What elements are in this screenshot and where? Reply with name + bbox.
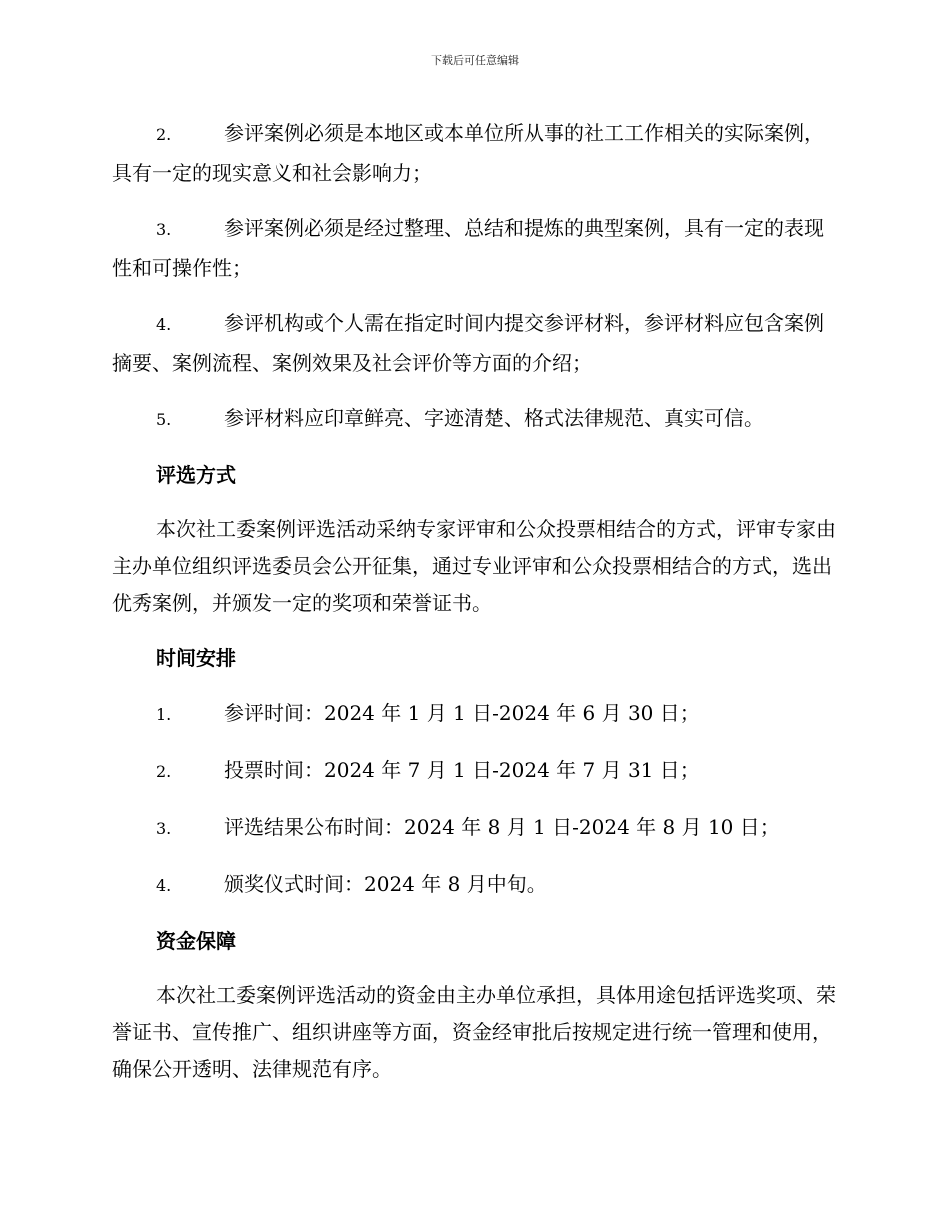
list-item <box>112 808 838 848</box>
list-number: 4. <box>156 876 172 895</box>
section-heading-funding: 资金保障 <box>156 929 236 953</box>
list-item <box>112 304 838 382</box>
list-text: 评选结果公布时间：2024 年 8 月 1 日-2024 年 8 月 10 日； <box>224 815 780 839</box>
list-number: 5. <box>156 410 172 429</box>
list-text: 参评材料应印章鲜亮、字迹清楚、格式法律规范、真实可信。 <box>224 406 764 430</box>
list-text: 参评案例必须是本地区或本单位所从事的社工工作相关的实际案例，具有一定的现实意义和社会影响力； <box>112 121 824 185</box>
list-text: 投票时间：2024 年 7 月 1 日-2024 年 7 月 31 日； <box>224 758 700 782</box>
list-item <box>112 209 838 287</box>
list-item <box>112 114 838 192</box>
list-number: 3. <box>156 819 172 838</box>
list-text: 参评机构或个人需在指定时间内提交参评材料，参评材料应包含案例摘要、案例流程、案例效果及社会评价等方面的介绍； <box>112 311 824 375</box>
list-text: 参评时间：2024 年 1 月 1 日-2024 年 6 月 30 日； <box>224 701 700 725</box>
list-item <box>112 865 838 905</box>
list-text: 参评案例必须是经过整理、总结和提炼的典型案例，具有一定的表现性和可操作性； <box>112 216 824 280</box>
list-item <box>112 399 838 439</box>
list-item <box>112 751 838 791</box>
document-body <box>112 114 838 1105</box>
section-heading-schedule: 时间安排 <box>156 646 236 670</box>
funding-paragraph: 本次社工委案例评选活动的资金由主办单位承担，具体用途包括评选奖项、荣誉证书、宣传推广、组织讲座等方面，资金经审批后按规定进行统一管理和使用，确保公开透明、法律规范有序。 <box>112 983 836 1081</box>
selection-paragraph: 本次社工委案例评选活动采纳专家评审和公众投票相结合的方式，评审专家由主办单位组织评选委员会公开征集，通过专业评审和公众投票相结合的方式，选出优秀案例，并颁发一定的奖项和荣誉证书。 <box>112 517 836 615</box>
list-number: 2. <box>156 125 172 144</box>
list-number: 2. <box>156 762 172 781</box>
list-number: 3. <box>156 220 172 239</box>
list-item <box>112 694 838 734</box>
page-header: 下载后可任意编辑 <box>431 54 519 67</box>
list-text: 颁奖仪式时间：2024 年 8 月中旬。 <box>224 872 547 896</box>
list-number: 4. <box>156 315 172 334</box>
section-heading-selection: 评选方式 <box>156 463 236 487</box>
list-number: 1. <box>156 705 172 724</box>
